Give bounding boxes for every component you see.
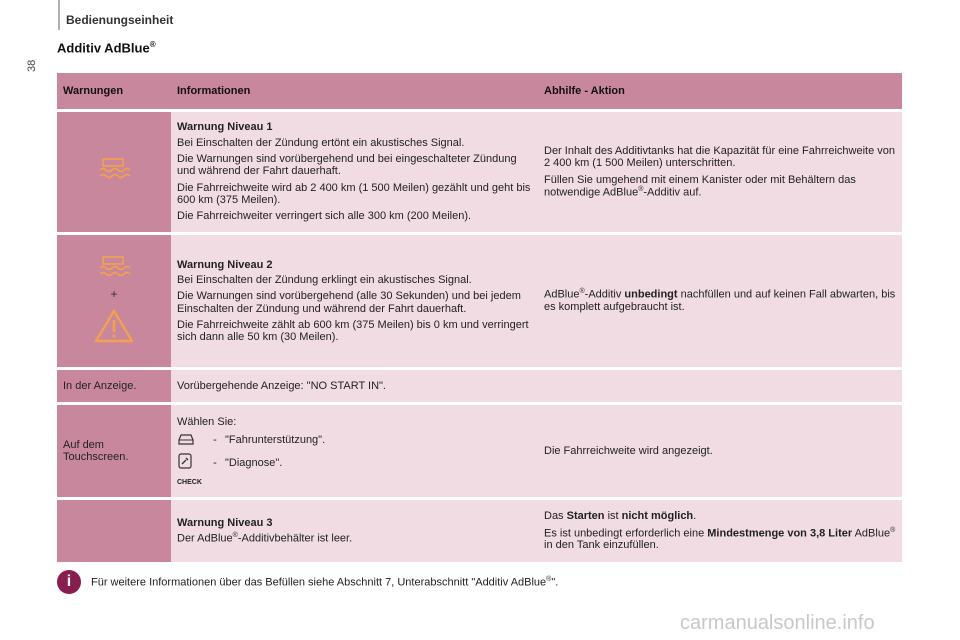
warning-cell: Auf dem Touchscreen. xyxy=(57,405,171,497)
info-cell xyxy=(171,500,538,562)
warning-triangle-icon xyxy=(94,308,134,344)
info-text: Die Warnungen sind vorübergehend und bei eingeschalteter Zündung und während der Fahrt dauerhaft. xyxy=(177,153,517,178)
info-text: Die Fahrreichweite zählt ab 600 km (375 Meilen) bis 0 km und verringert sich dann alle 50 km (30 Meilen). xyxy=(177,318,529,344)
info-text: Wählen Sie: xyxy=(177,415,237,428)
table-row xyxy=(57,370,902,402)
action-text: Es ist unbedingt erforderlich eine Mindestmenge von 3,8 Liter AdBlue® in den Tank einzufüllen. xyxy=(544,526,896,552)
info-icon: i xyxy=(57,570,81,594)
adblue-warning-icon xyxy=(96,157,132,183)
info-text: Bei Einschalten der Zündung erklingt ein akustisches Signal. xyxy=(177,273,472,286)
action-cell xyxy=(538,500,902,562)
header-warnungen: Warnungen xyxy=(57,73,171,109)
section-title: Bedienungseinheit xyxy=(66,13,174,27)
table-header-row xyxy=(57,73,902,109)
action-cell: Die Fahrreichweite wird angezeigt. xyxy=(538,405,902,497)
option-driving-assist xyxy=(177,432,532,449)
plus-sign: + xyxy=(110,287,118,302)
info-note xyxy=(57,570,558,594)
info-cell: Vorübergehende Anzeige: "NO START IN". xyxy=(171,370,538,402)
option-label: "Fahrunterstützung". xyxy=(225,434,326,447)
warning-cell xyxy=(57,112,171,232)
table-row xyxy=(57,500,902,562)
car-icon xyxy=(177,432,195,446)
page-number: 38 xyxy=(26,59,38,72)
action-cell xyxy=(538,235,902,367)
side-bar xyxy=(58,0,60,30)
option-label: "Diagnose". xyxy=(225,456,283,469)
action-cell xyxy=(538,370,902,402)
info-text: Der AdBlue®-Additivbehälter ist leer. xyxy=(177,532,353,545)
info-text: Die Warnungen sind vorübergehend (alle 30 Sekunden) und bei jedem Einschalten der Zündung und während der Fahrt dauerhaft. xyxy=(177,290,521,315)
info-text: Bei Einschalten der Zündung ertönt ein akustisches Signal. xyxy=(177,136,465,149)
option-dash: - xyxy=(213,434,217,447)
warning-table xyxy=(57,70,902,565)
page-title: Additiv AdBlue® xyxy=(57,40,156,56)
warning-level: Warnung Niveau 1 xyxy=(177,121,273,134)
option-diagnosis xyxy=(177,453,532,472)
action-cell xyxy=(538,112,902,232)
warning-cell xyxy=(57,235,171,367)
watermark: carmanualsonline.info xyxy=(680,612,875,634)
action-text: Das Starten ist nicht möglich. xyxy=(544,510,697,523)
warning-level: Warnung Niveau 2 xyxy=(177,258,273,271)
action-text: AdBlue®-Additiv unbedingt nachfüllen und auf keinen Fall abwarten, bis es komplett aufgebraucht ist. xyxy=(544,288,896,314)
info-cell xyxy=(171,112,538,232)
info-text: Die Fahrreichweiter verringert sich alle 300 km (200 Meilen). xyxy=(177,210,472,223)
info-cell xyxy=(171,235,538,367)
table-row xyxy=(57,112,902,232)
info-cell xyxy=(171,405,538,497)
option-dash: - xyxy=(213,456,217,469)
table-row xyxy=(57,405,902,497)
table-row xyxy=(57,235,902,367)
wrench-icon xyxy=(177,453,193,469)
info-text: Die Fahrreichweite wird ab 2 400 km (1 500 Meilen) gezählt und geht bis 600 km (375 Meilen). xyxy=(177,181,531,206)
action-text: Der Inhalt des Additivtanks hat die Kapazität für eine Fahrreichweite von 2 400 km (1 500 Meilen) unterschritten. xyxy=(544,145,895,170)
info-note-text: Für weitere Informationen über das Befüllen siehe Abschnitt 7, Unterabschnitt "Additiv AdBlue®". xyxy=(91,575,559,589)
warning-level: Warnung Niveau 3 xyxy=(177,516,273,529)
action-text: Füllen Sie umgehend mit einem Kanister oder mit Behältern das notwendige AdBlue®-Additiv auf. xyxy=(544,173,856,199)
warning-cell: In der Anzeige. xyxy=(57,370,171,402)
warning-cell xyxy=(57,500,171,562)
header-abhilfe: Abhilfe - Aktion xyxy=(538,73,902,109)
adblue-warning-icon xyxy=(96,255,132,281)
header-informationen: Informationen xyxy=(171,73,538,109)
check-label: CHECK xyxy=(177,478,202,486)
